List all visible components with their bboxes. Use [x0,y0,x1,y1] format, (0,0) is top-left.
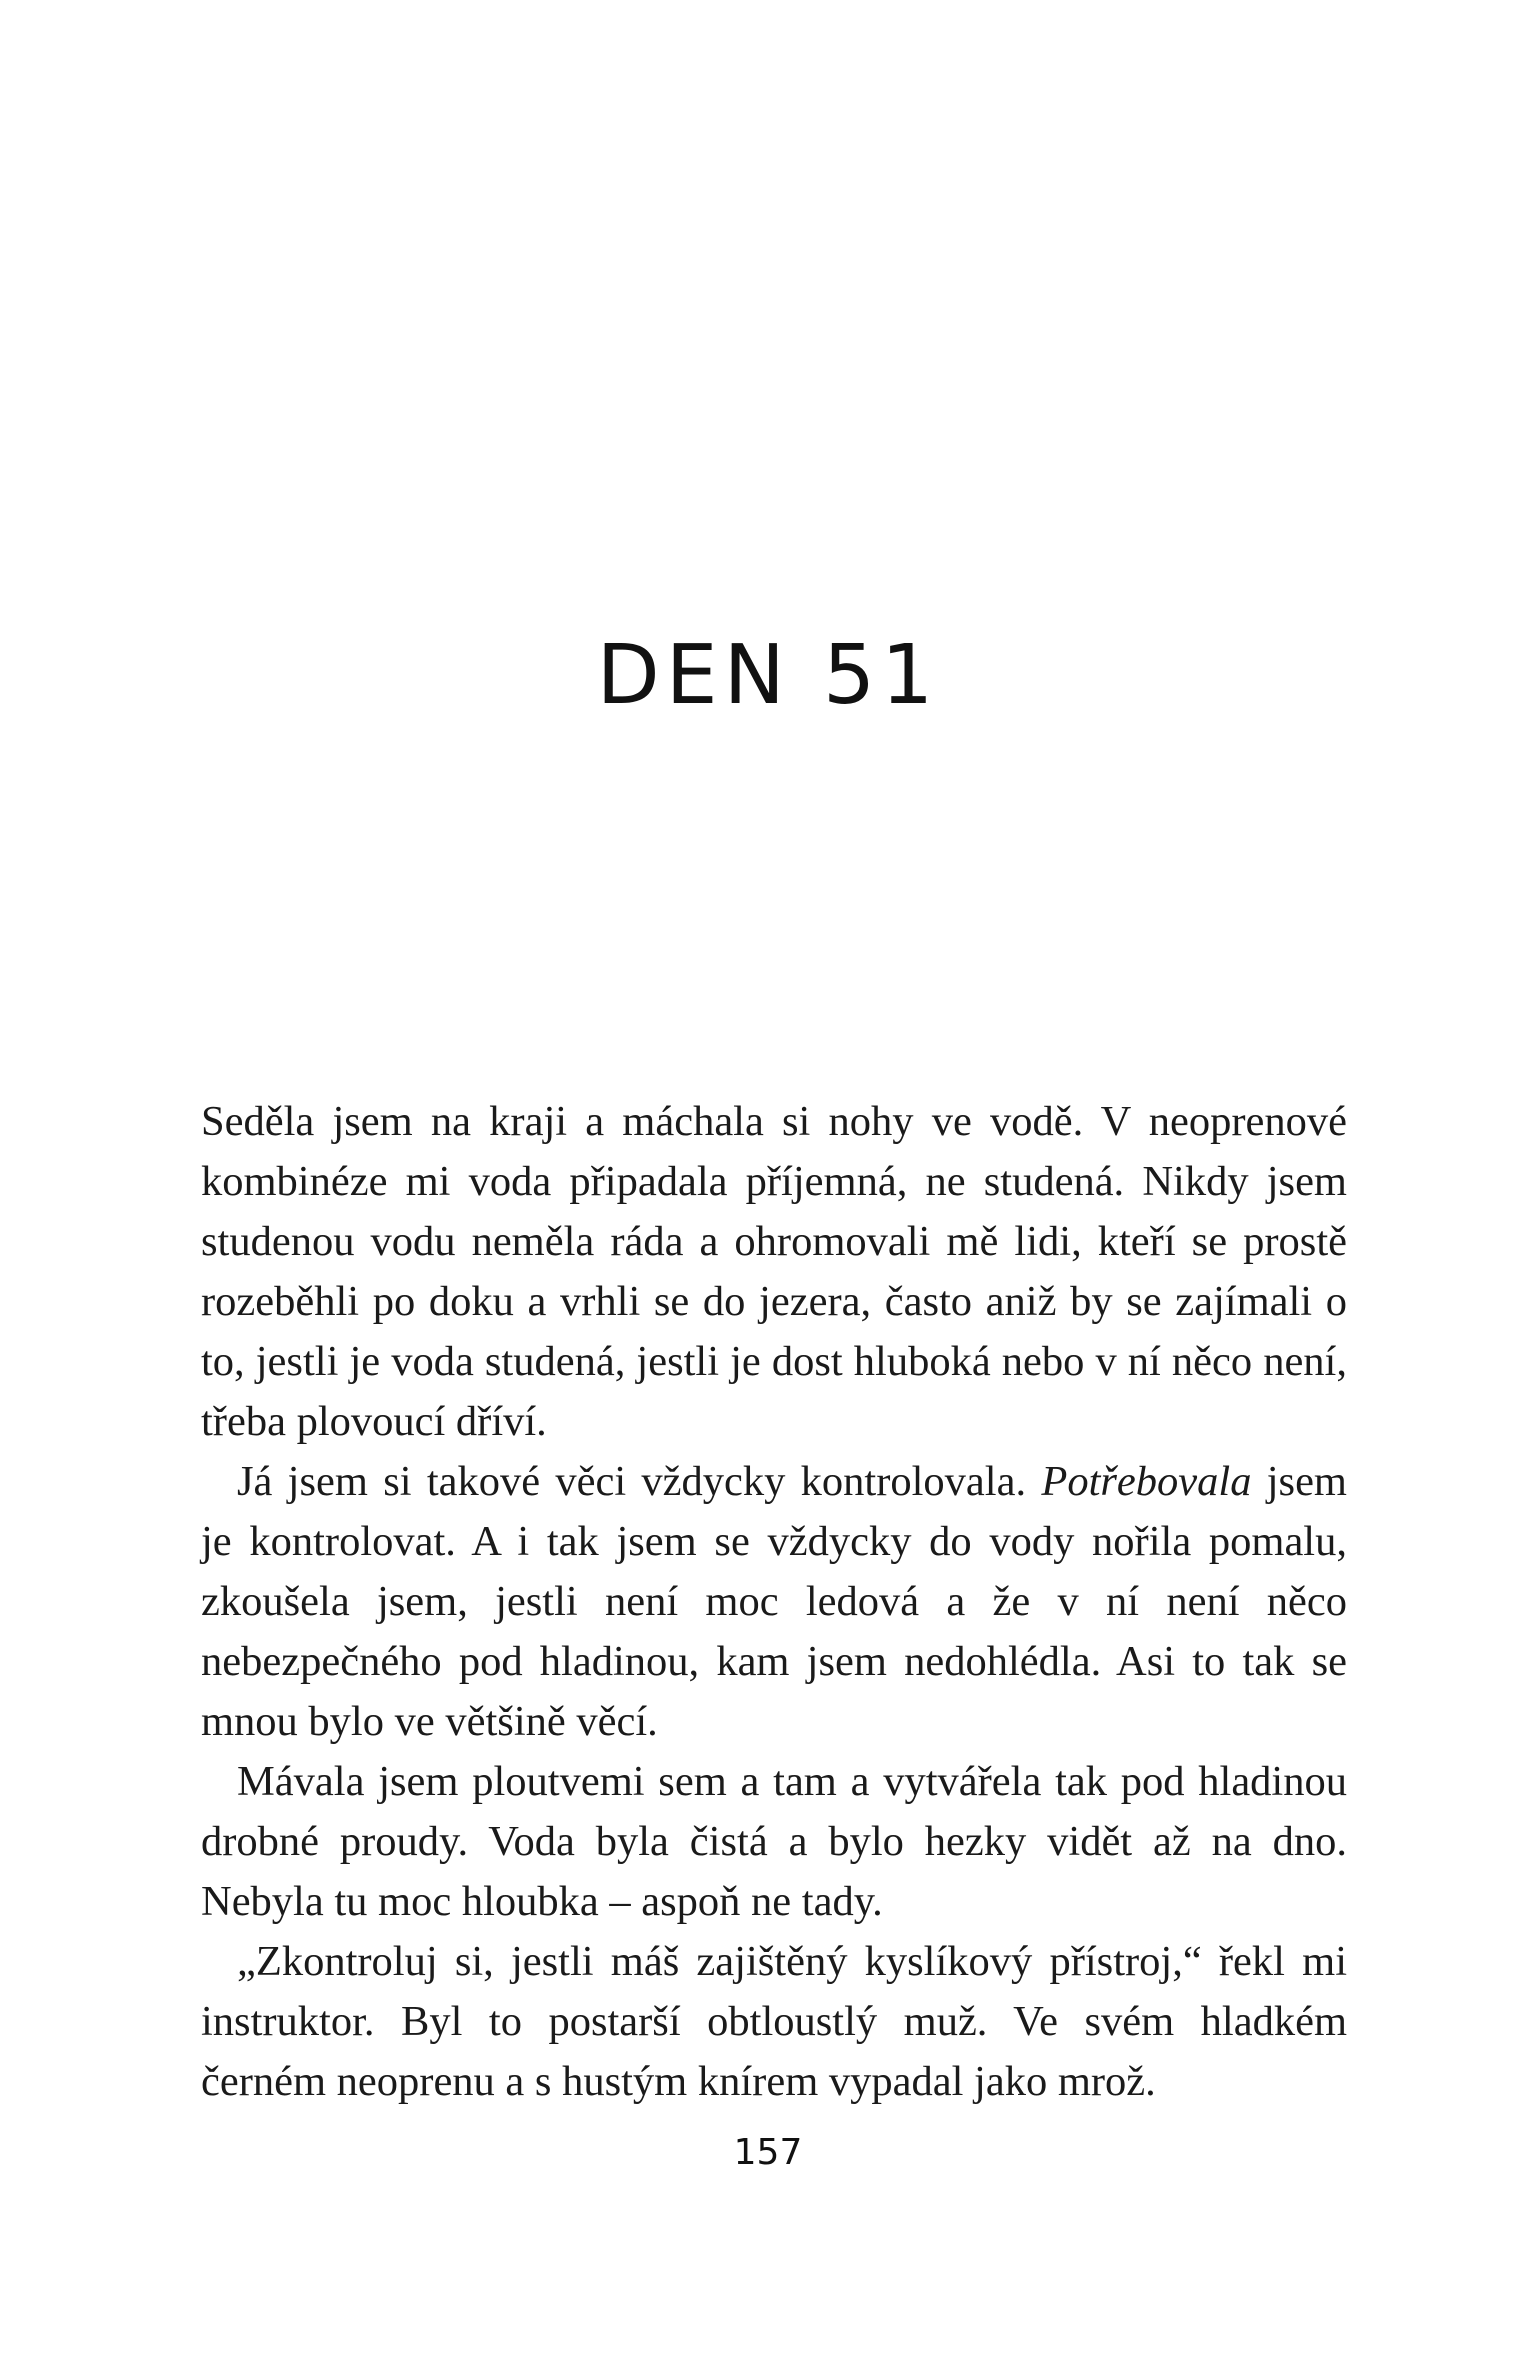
paragraph-2 [201,1452,1347,1752]
paragraph-1: Seděla jsem na kraji a máchala si nohy ve vodě. V neoprenové kombinéze mi voda připadala příjemná, ne studená. Nikdy jsem studenou vodu neměla ráda a ohromovali mě lidi, kteří se prostě rozeběhli po doku a vrhli se do jezera, často aniž by se zajímali o to, jestli je voda studená, jestli je dost hluboká nebo v ní něco není, třeba plovoucí dříví. [201,1098,1347,1445]
page-number: 157 [733,2132,803,2173]
paragraph-2-text-after: jsem je kontrolovat. A i tak jsem se vždycky do vody nořila pomalu, zkoušela jsem, jestli není moc ledová a že v ní není něco nebezpečného pod hladinou, kam jsem nedohlédla. Asi to tak se mnou bylo ve většině věcí. [201,1458,1347,1745]
chapter-title: DEN 51 [596,628,940,723]
paragraph-3: Mávala jsem ploutvemi sem a tam a vytvářela tak pod hladinou drobné proudy. Voda byla čistá a bylo hezky vidět až na dno. Nebyla tu moc hloubka – aspoň ne tady. [201,1758,1347,1925]
paragraph-4: „Zkontroluj si, jestli máš zajištěný kyslíkový přístroj,“ řekl mi instruktor. Byl to postarší obtloustlý muž. Ve svém hladkém černém neoprenu a s hustým knírem vypadal jako mrož. [201,1938,1347,2105]
paragraph-2-emphasis: Potřebovala [1041,1458,1252,1505]
paragraph-2-text-before: Já jsem si takové věci vždycky kontrolovala. [237,1458,1042,1505]
chapter-body [201,1092,1347,2112]
